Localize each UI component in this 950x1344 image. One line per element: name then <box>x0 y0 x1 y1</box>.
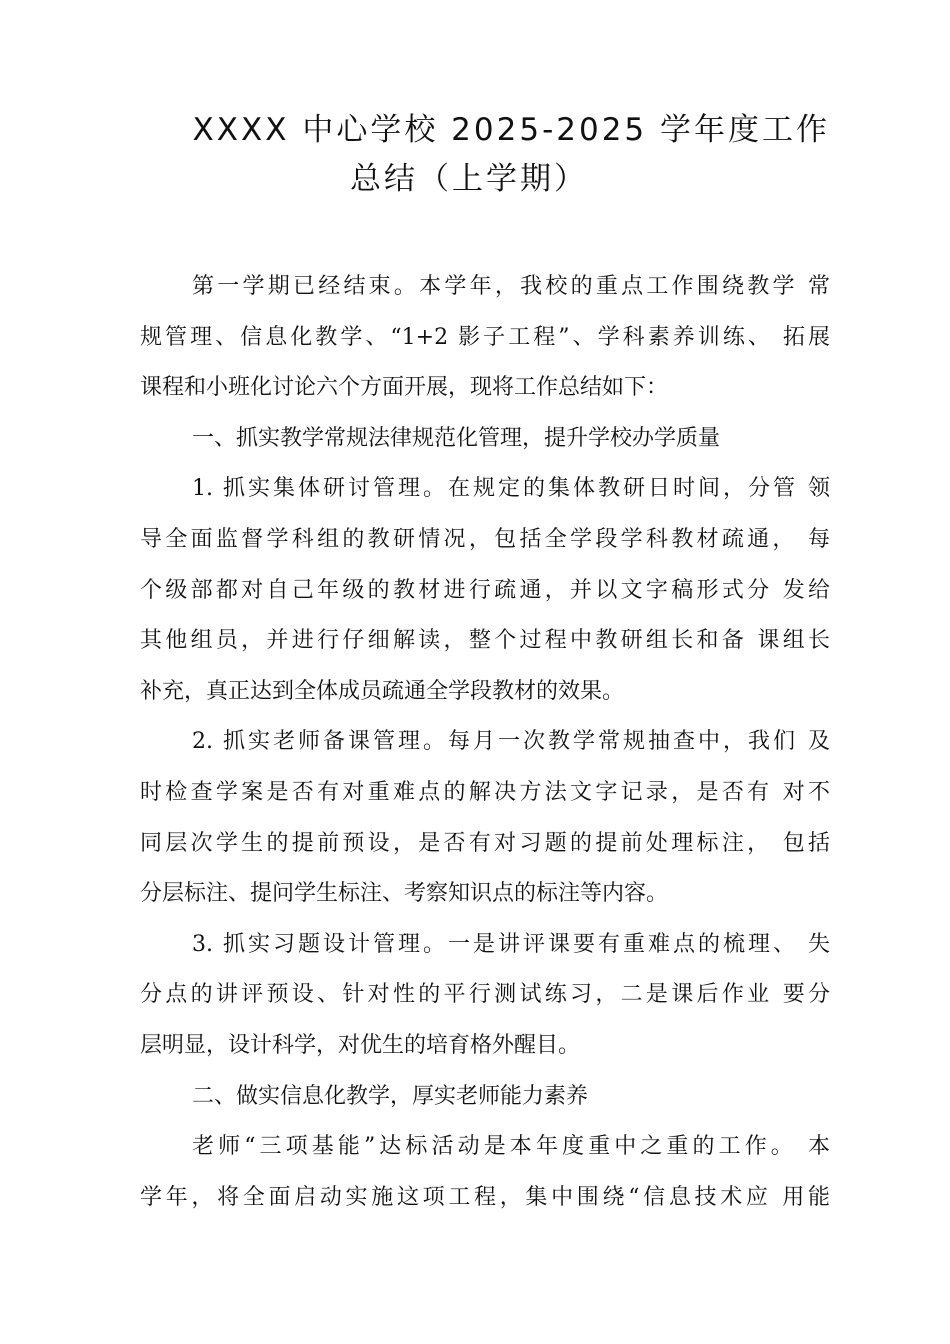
body-text-line: 个级部都对自己年级的教材进行疏通，并以文字稿形式分 发给 <box>140 577 830 603</box>
body-text-line: 层明显，设计科学，对优生的培育格外醒目。 <box>140 1032 581 1058</box>
body-text-line: 一、抓实教学常规法律规范化管理，提升学校办学质量 <box>192 425 721 451</box>
body-text-line: 课程和小班化讨论六个方面开展，现将工作总结如下： <box>140 375 669 401</box>
document-body <box>140 262 830 1223</box>
document-title-line-2: 总结（上学期） <box>350 161 588 197</box>
body-text-line: 导全面监督学科组的教研情况，包括全学段学科教材疏通， 每 <box>140 526 830 552</box>
body-text-line: 1. 抓实集体研讨管理。在规定的集体教研日时间，分管 领 <box>192 476 830 502</box>
body-text-line: 补充，真正达到全体成员疏通全学段教材的效果。 <box>140 678 625 704</box>
body-text-line: 学年，将全面启动实施这项工程，集中围绕“信息技术应 用能 <box>140 1184 830 1210</box>
body-text-line: 3. 抓实习题设计管理。一是讲评课要有重难点的梳理、 失 <box>192 931 830 957</box>
body-text-line: 二、做实信息化教学，厚实老师能力素养 <box>192 1083 589 1109</box>
document-title-line-1: XXXX 中心学校 2025-2025 学年度工作 <box>192 112 830 148</box>
body-text-line: 规管理、信息化教学、“1+2 影子工程”、学科素养训练、 拓展 <box>140 324 830 350</box>
body-text-line: 时检查学案是否有对重难点的解决方法文字记录，是否有 对不 <box>140 779 830 805</box>
body-text-line: 其他组员，并进行仔细解读，整个过程中教研组长和备 课组长 <box>140 628 830 654</box>
body-text-line: 第一学期已经结束。本学年，我校的重点工作围绕教学 常 <box>192 274 830 299</box>
body-text-line: 老师“三项基能”达标活动是本年度重中之重的工作。 本 <box>192 1134 830 1160</box>
body-text-line: 2. 抓实老师备课管理。每月一次教学常规抽查中，我们 及 <box>192 729 830 755</box>
body-text-line: 分点的讲评预设、针对性的平行测试练习，二是课后作业 要分 <box>140 982 830 1008</box>
body-text-line: 分层标注、提问学生标注、考察知识点的标注等内容。 <box>140 881 669 907</box>
body-text-line: 同层次学生的提前预设，是否有对习题的提前处理标注， 包括 <box>140 830 830 856</box>
